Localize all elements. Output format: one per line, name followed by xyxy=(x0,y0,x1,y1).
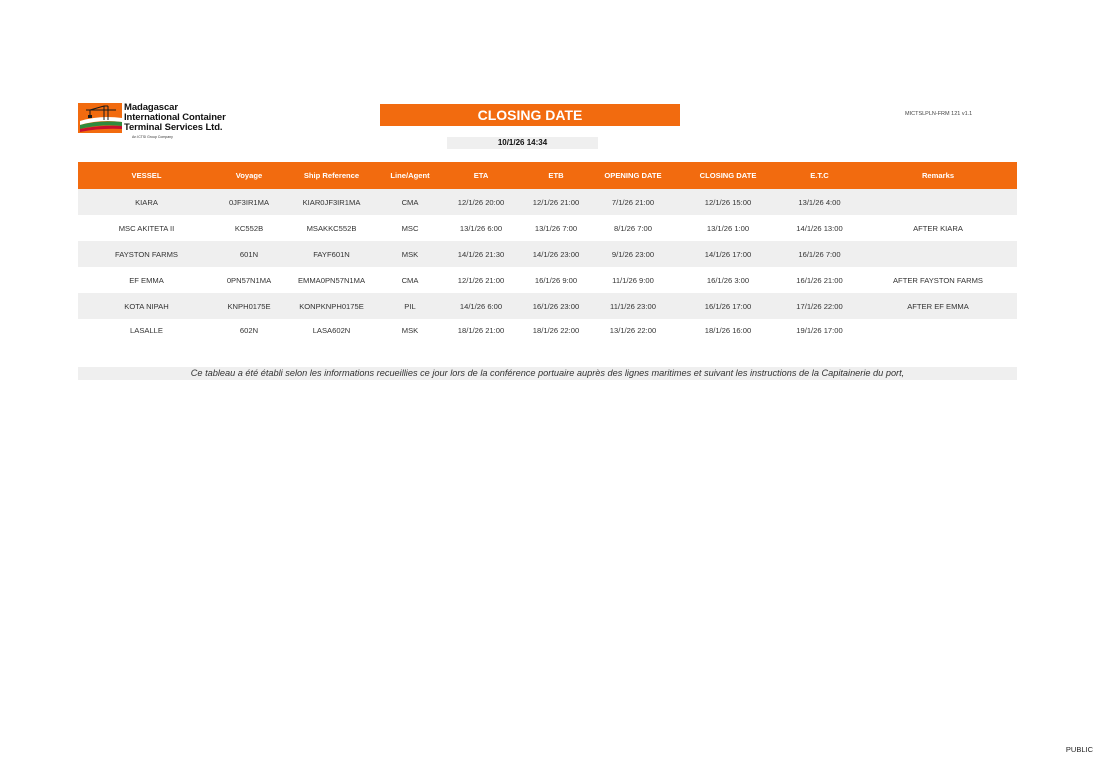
table-row xyxy=(78,241,1017,267)
table-header-row xyxy=(78,162,1017,189)
cell-etb: 18/1/26 22:00 xyxy=(522,319,590,342)
cell-voyage: 0JF3IR1MA xyxy=(215,189,283,215)
company-name-line-1: Madagascar xyxy=(124,102,178,113)
cell-remarks xyxy=(859,241,1017,267)
cell-ship-reference: KONPKNPH0175E xyxy=(283,293,380,319)
classification-label: PUBLIC xyxy=(1065,745,1093,754)
cell-eta: 12/1/26 20:00 xyxy=(440,189,522,215)
cell-vessel: MSC AKITETA II xyxy=(78,215,215,241)
cell-ship-reference: EMMA0PN57N1MA xyxy=(283,267,380,293)
page-title: CLOSING DATE xyxy=(380,104,680,126)
cell-opening-date: 13/1/26 22:00 xyxy=(590,319,676,342)
cell-etb: 16/1/26 23:00 xyxy=(522,293,590,319)
cell-eta: 12/1/26 21:00 xyxy=(440,267,522,293)
column-header-closing-date: CLOSING DATE xyxy=(676,162,780,189)
cell-line-agent: MSK xyxy=(380,319,440,342)
column-header-opening-date: OPENING DATE xyxy=(590,162,676,189)
cell-vessel: EF EMMA xyxy=(78,267,215,293)
cell-vessel: FAYSTON FARMS xyxy=(78,241,215,267)
table-row xyxy=(78,293,1017,319)
cell-vessel: LASALLE xyxy=(78,319,215,342)
crane-logo-icon xyxy=(78,103,122,133)
cell-closing-date: 12/1/26 15:00 xyxy=(676,189,780,215)
cell-etc: 16/1/26 21:00 xyxy=(780,267,859,293)
cell-etc: 16/1/26 7:00 xyxy=(780,241,859,267)
cell-remarks: AFTER KIARA xyxy=(859,215,1017,241)
cell-etb: 14/1/26 23:00 xyxy=(522,241,590,267)
cell-vessel: KOTA NIPAH xyxy=(78,293,215,319)
cell-line-agent: CMA xyxy=(380,189,440,215)
cell-line-agent: MSK xyxy=(380,241,440,267)
cell-etc: 19/1/26 17:00 xyxy=(780,319,859,342)
cell-eta: 18/1/26 21:00 xyxy=(440,319,522,342)
cell-etb: 12/1/26 21:00 xyxy=(522,189,590,215)
cell-ship-reference: FAYF601N xyxy=(283,241,380,267)
form-code: MICTSLPLN-FRM 121 v1.1 xyxy=(905,111,973,117)
cell-etc: 17/1/26 22:00 xyxy=(780,293,859,319)
table-row xyxy=(78,267,1017,293)
cell-opening-date: 7/1/26 21:00 xyxy=(590,189,676,215)
cell-etc: 13/1/26 4:00 xyxy=(780,189,859,215)
cell-voyage: 0PN57N1MA xyxy=(215,267,283,293)
cell-eta: 14/1/26 21:30 xyxy=(440,241,522,267)
column-header-line-agent: Line/Agent xyxy=(380,162,440,189)
report-date: 10/1/26 14:34 xyxy=(447,137,598,149)
table-row xyxy=(78,189,1017,215)
cell-opening-date: 11/1/26 9:00 xyxy=(590,267,676,293)
column-header-remarks: Remarks xyxy=(859,162,1017,189)
cell-line-agent: MSC xyxy=(380,215,440,241)
cell-voyage: 602N xyxy=(215,319,283,342)
cell-voyage: KC552B xyxy=(215,215,283,241)
table-row xyxy=(78,319,1017,342)
table-row xyxy=(78,215,1017,241)
table-footnote: Ce tableau a été établi selon les informations recueillies ce jour lors de la conférence portuaire auprès des lignes maritimes et suivant les instructions de la Capitainerie du port, xyxy=(78,367,1017,380)
company-name xyxy=(124,103,226,133)
cell-closing-date: 16/1/26 17:00 xyxy=(676,293,780,319)
cell-opening-date: 8/1/26 7:00 xyxy=(590,215,676,241)
cell-remarks: AFTER EF EMMA xyxy=(859,293,1017,319)
cell-etc: 14/1/26 13:00 xyxy=(780,215,859,241)
cell-ship-reference: LASA602N xyxy=(283,319,380,342)
cell-remarks xyxy=(859,319,1017,342)
cell-eta: 13/1/26 6:00 xyxy=(440,215,522,241)
column-header-etc: E.T.C xyxy=(780,162,859,189)
company-name-line-2: International Container xyxy=(124,112,226,123)
cell-remarks: AFTER FAYSTON FARMS xyxy=(859,267,1017,293)
cell-eta: 14/1/26 6:00 xyxy=(440,293,522,319)
cell-vessel: KIARA xyxy=(78,189,215,215)
cell-opening-date: 11/1/26 23:00 xyxy=(590,293,676,319)
company-name-line-3: Terminal Services Ltd. xyxy=(124,122,223,133)
company-subtitle: An ICTSI Group Company xyxy=(132,135,173,139)
cell-ship-reference: KIAR0JF3IR1MA xyxy=(283,189,380,215)
cell-voyage: 601N xyxy=(215,241,283,267)
company-logo xyxy=(78,103,258,143)
cell-closing-date: 18/1/26 16:00 xyxy=(676,319,780,342)
cell-line-agent: CMA xyxy=(380,267,440,293)
cell-remarks xyxy=(859,189,1017,215)
cell-closing-date: 16/1/26 3:00 xyxy=(676,267,780,293)
column-header-voyage: Voyage xyxy=(215,162,283,189)
cell-closing-date: 13/1/26 1:00 xyxy=(676,215,780,241)
cell-closing-date: 14/1/26 17:00 xyxy=(676,241,780,267)
cell-ship-reference: MSAKKC552B xyxy=(283,215,380,241)
column-header-etb: ETB xyxy=(522,162,590,189)
cell-line-agent: PIL xyxy=(380,293,440,319)
cell-etb: 16/1/26 9:00 xyxy=(522,267,590,293)
column-header-vessel: VESSEL xyxy=(78,162,215,189)
column-header-ship-reference: Ship Reference xyxy=(283,162,380,189)
closing-date-table xyxy=(78,162,1017,342)
column-header-eta: ETA xyxy=(440,162,522,189)
cell-voyage: KNPH0175E xyxy=(215,293,283,319)
cell-etb: 13/1/26 7:00 xyxy=(522,215,590,241)
cell-opening-date: 9/1/26 23:00 xyxy=(590,241,676,267)
